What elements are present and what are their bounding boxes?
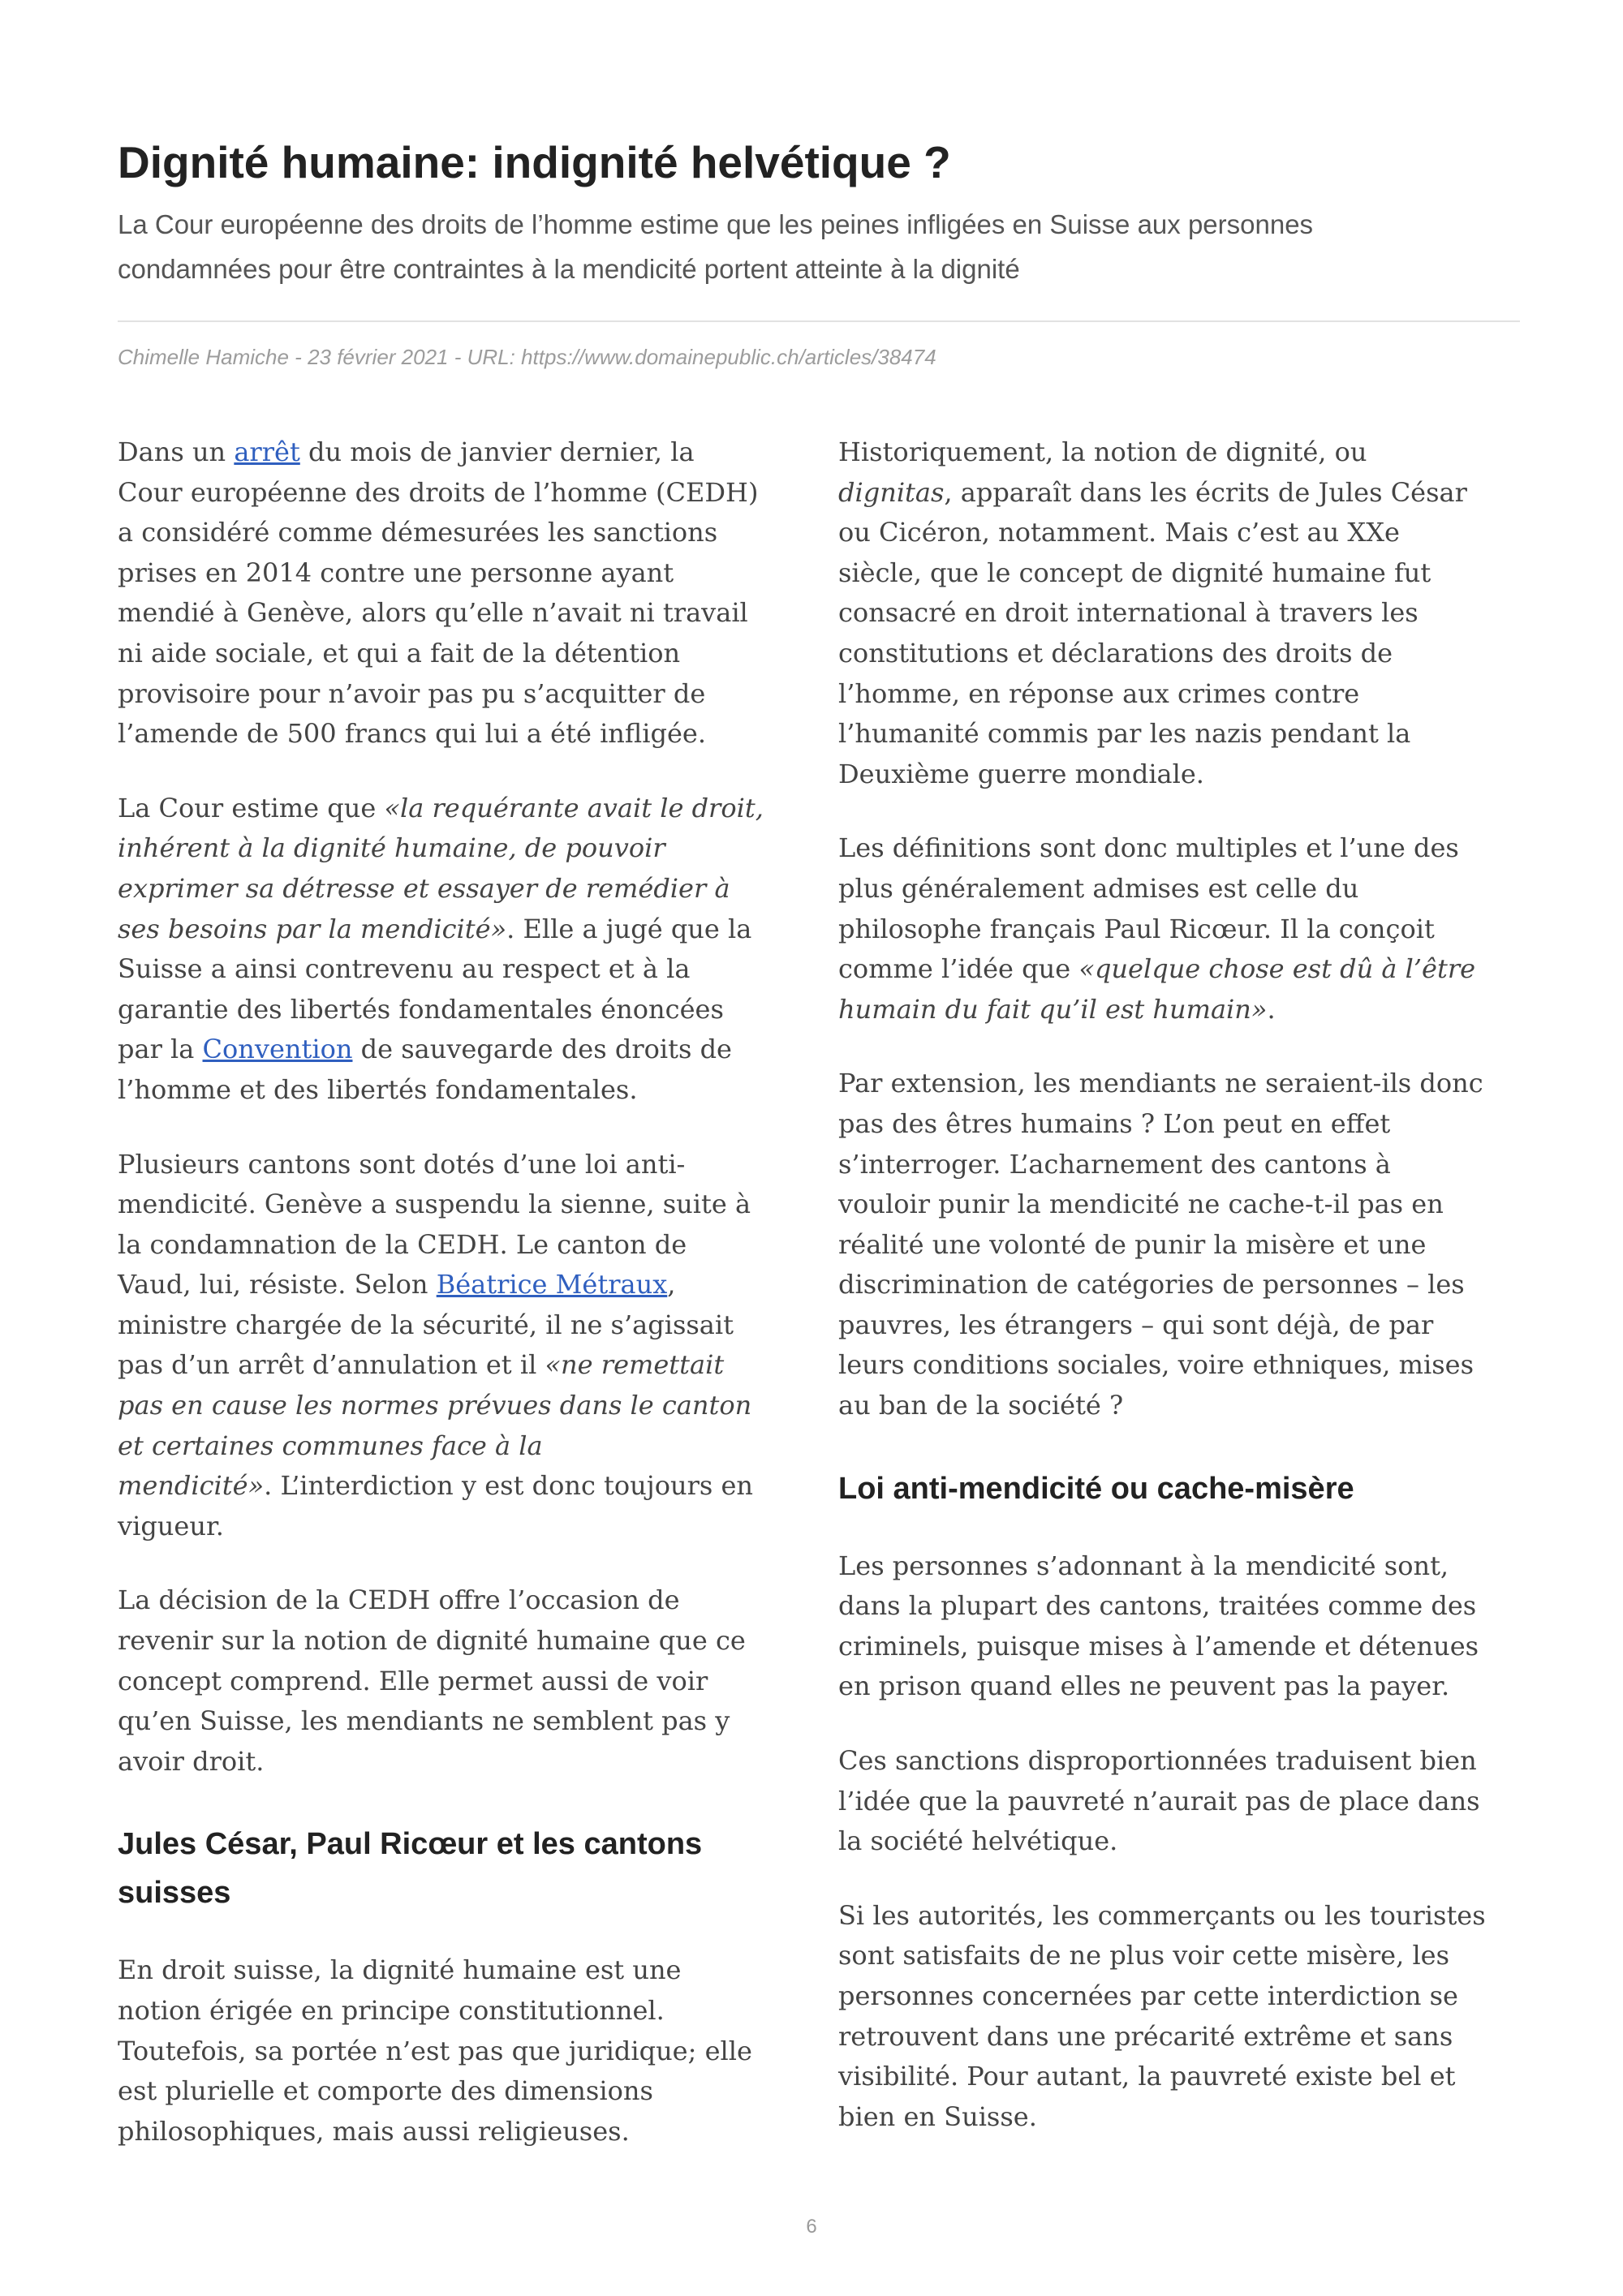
article-column-left (118, 432, 791, 2186)
section-heading (118, 1820, 791, 1917)
text-line: pauvres, les étrangers – qui sont déjà, de par (838, 1309, 1434, 1340)
text-line (838, 473, 1520, 514)
text-line: Historiquement, la notion de dignité, ou (838, 436, 1367, 467)
text-line: bien en Suisse. (838, 2100, 1037, 2132)
article-byline: Chimelle Hamiche - 23 février 2021 - URL: https://www.domainepublic.ch/articles/38474 (118, 345, 936, 369)
text-line: est plurielle et comporte des dimensions (118, 2075, 653, 2107)
text-line: plus généralement admises est celle du (838, 872, 1359, 904)
text-line (118, 432, 791, 473)
quote-text: «quelque chose est dû à l’être (1078, 953, 1476, 985)
quote-text: inhérent à la dignité humaine, de pouvoir (118, 832, 665, 864)
text-run: pas d’un arrêt d’annulation et il (118, 1349, 545, 1381)
text-line: ministre chargée de la sécurité, il ne s’agissait (118, 1309, 734, 1340)
paragraph (118, 432, 791, 755)
paragraph (118, 789, 791, 1111)
text-line: l’humanité commis par les nazis pendant la (838, 718, 1411, 750)
paragraph (838, 1064, 1520, 1425)
text-line: Les personnes s’adonnant à la mendicité sont, (838, 1550, 1449, 1581)
text-line: avoir droit. (118, 1745, 265, 1777)
text-line: Toutefois, sa portée n’est pas que juridique; elle (118, 2035, 752, 2066)
subtitle-line: La Cour européenne des droits de l’homme estime que les peines infligées en Suisse aux personnes (118, 209, 1314, 239)
text-line: Suisse a ainsi contrevenu au respect et à la (118, 953, 691, 985)
quote-text: ses besoins par la mendicité» (118, 913, 507, 944)
text-run: par la (118, 1034, 203, 1065)
text-line: Ces sanctions disproportionnées traduisent bien (838, 1745, 1477, 1777)
heading-line: Jules César, Paul Ricœur et les cantons (118, 1827, 703, 1862)
text-line (838, 949, 1520, 990)
text-line: revenir sur la notion de dignité humaine que ce (118, 1625, 746, 1657)
text-line: sont satisfaits de ne plus voir cette misère, les (838, 1940, 1450, 1971)
text-line: l’idée que la pauvreté n’aurait pas de place dans (838, 1785, 1480, 1817)
paragraph (838, 1546, 1520, 1707)
text-line: pas des êtres humains ? L’on peut en effet (838, 1107, 1391, 1139)
article-title: Dignité humaine: indignité helvétique ? (118, 137, 951, 187)
paragraph (118, 1950, 791, 2152)
text-line: provisoire pour n’avoir pas pu s’acquitter de (118, 677, 706, 709)
text-line: la condamnation de la CEDH. Le canton de (118, 1228, 687, 1260)
title-divider (118, 320, 1520, 322)
text-line: notion érigée en principe constitutionnel. (118, 1995, 665, 2026)
quote-text: «la requérante avait le droit, (384, 792, 764, 823)
text-line: criminels, puisque mises à l’amende et détenues (838, 1630, 1479, 1662)
text-line: Deuxième guerre mondiale. (838, 758, 1204, 789)
text-line: mendié à Genève, alors qu’elle n’avait ni travail (118, 597, 748, 629)
text-line: ou Cicéron, notamment. Mais c’est au XXe (838, 517, 1400, 548)
text-line (118, 1426, 791, 1467)
text-line: Si les autorités, les commerçants ou les touristes (838, 1899, 1486, 1931)
text-line: réalité une volonté de punir la misère et une (838, 1228, 1427, 1260)
text-run: , apparaît dans les écrits de Jules César (944, 476, 1467, 508)
text-line (118, 789, 791, 829)
quote-text: mendicité» (118, 1470, 265, 1502)
text-run: comme l’idée que (838, 953, 1079, 985)
text-line: l’amende de 500 francs qui lui a été infligée. (118, 718, 707, 750)
text-line: philosophiques, mais aussi religieuses. (118, 2115, 630, 2147)
article-subtitle (118, 202, 1313, 291)
text-line: consacré en droit international à travers les (838, 597, 1419, 629)
quote-text: exprimer sa détresse et essayer de remédier à (118, 872, 730, 904)
text-line: qu’en Suisse, les mendiants ne semblent pas y (118, 1705, 730, 1737)
paragraph (838, 432, 1520, 794)
text-line: leurs conditions sociales, voire ethniques, mises (838, 1349, 1474, 1381)
text-line: discrimination de catégories de personnes – les (838, 1269, 1465, 1301)
quote-text: dignitas (838, 476, 945, 508)
text-line (838, 990, 1520, 1030)
text-run: La Cour estime que (118, 792, 385, 823)
paragraph (838, 1741, 1520, 1862)
quote-text: «ne remettait (545, 1349, 725, 1381)
text-line: la société helvétique. (838, 1825, 1118, 1857)
page-number: 6 (806, 2216, 817, 2238)
text-line: Les définitions sont donc multiples et l’une des (838, 832, 1459, 864)
text-run: . L’interdiction y est donc toujours en (264, 1470, 754, 1502)
text-line: Plusieurs cantons sont dotés d’une loi anti- (118, 1148, 686, 1180)
text-line: Par extension, les mendiants ne seraient-ils donc (838, 1068, 1483, 1099)
text-run: . (1267, 993, 1276, 1025)
text-line: dans la plupart des cantons, traitées comme des (838, 1590, 1477, 1622)
text-line (118, 1386, 791, 1426)
text-line: En droit suisse, la dignité humaine est une (118, 1954, 682, 1986)
section-heading (838, 1464, 1520, 1513)
text-line: constitutions et déclarations des droits de (838, 637, 1393, 669)
text-line (118, 1265, 791, 1305)
text-line (118, 1345, 791, 1386)
link-arret[interactable]: arrêt (234, 436, 300, 467)
text-line (118, 1030, 791, 1070)
text-line: philosophe français Paul Ricœur. Il la conçoit (838, 913, 1435, 944)
text-line: vigueur. (118, 1510, 224, 1541)
quote-text: humain du fait qu’il est humain» (838, 993, 1268, 1025)
paragraph (838, 828, 1520, 1030)
text-run: Vaud, lui, résiste. Selon (118, 1269, 437, 1301)
text-line: La décision de la CEDH offre l’occasion de (118, 1584, 680, 1616)
paragraph (118, 1145, 791, 1547)
quote-text: pas en cause les normes prévues dans le canton (118, 1390, 752, 1421)
paragraph (838, 1896, 1520, 2138)
text-line: visibilité. Pour autant, la pauvreté existe bel et (838, 2061, 1456, 2092)
text-line: prises en 2014 contre une personne ayant (118, 557, 674, 588)
paragraph (118, 1580, 791, 1782)
text-line: personnes concernées par cette interdiction se (838, 1980, 1458, 2011)
text-run: . Elle a jugé que la (506, 913, 752, 944)
text-run: , (667, 1269, 676, 1301)
link-convention[interactable]: Convention (202, 1034, 353, 1065)
text-line: l’homme, en réponse aux crimes contre (838, 677, 1360, 709)
text-line: s’interroger. L’acharnement des cantons à (838, 1148, 1391, 1180)
heading-line: Loi anti-mendicité ou cache-misère (838, 1471, 1354, 1506)
text-line: concept comprend. Elle permet aussi de voir (118, 1665, 708, 1696)
link-beatrice-metraux[interactable]: Béatrice Métraux (436, 1269, 668, 1301)
text-line: siècle, que le concept de dignité humaine fut (838, 557, 1431, 588)
article-column-right (838, 432, 1520, 2171)
text-line: vouloir punir la mendicité ne cache-t-il pas en (838, 1189, 1444, 1220)
text-line: au ban de la société ? (838, 1390, 1124, 1421)
text-line: Cour européenne des droits de l’homme (CEDH) (118, 476, 759, 508)
text-line (118, 909, 791, 950)
text-run: de sauvegarde des droits de (352, 1034, 732, 1065)
text-line: garantie des libertés fondamentales énoncées (118, 993, 724, 1025)
text-line: l’homme et des libertés fondamentales. (118, 1073, 638, 1105)
text-run: du mois de janvier dernier, la (299, 436, 695, 467)
text-run: Dans un (118, 436, 235, 467)
quote-text: et certaines communes face à la (118, 1430, 543, 1461)
text-line: en prison quand elles ne peuvent pas la payer. (838, 1670, 1450, 1702)
subtitle-line: condamnées pour être contraintes à la mendicité portent atteinte à la dignité (118, 254, 1020, 284)
text-line: retrouvent dans une précarité extrême et sans (838, 2020, 1453, 2052)
text-line (118, 1466, 791, 1507)
text-line (118, 828, 791, 869)
text-line: ni aide sociale, et qui a fait de la détention (118, 637, 681, 669)
heading-line: suisses (118, 1876, 231, 1911)
text-line (118, 869, 791, 909)
text-line: mendicité. Genève a suspendu la sienne, suite à (118, 1189, 751, 1220)
text-line: a considéré comme démesurées les sanctions (118, 517, 718, 548)
